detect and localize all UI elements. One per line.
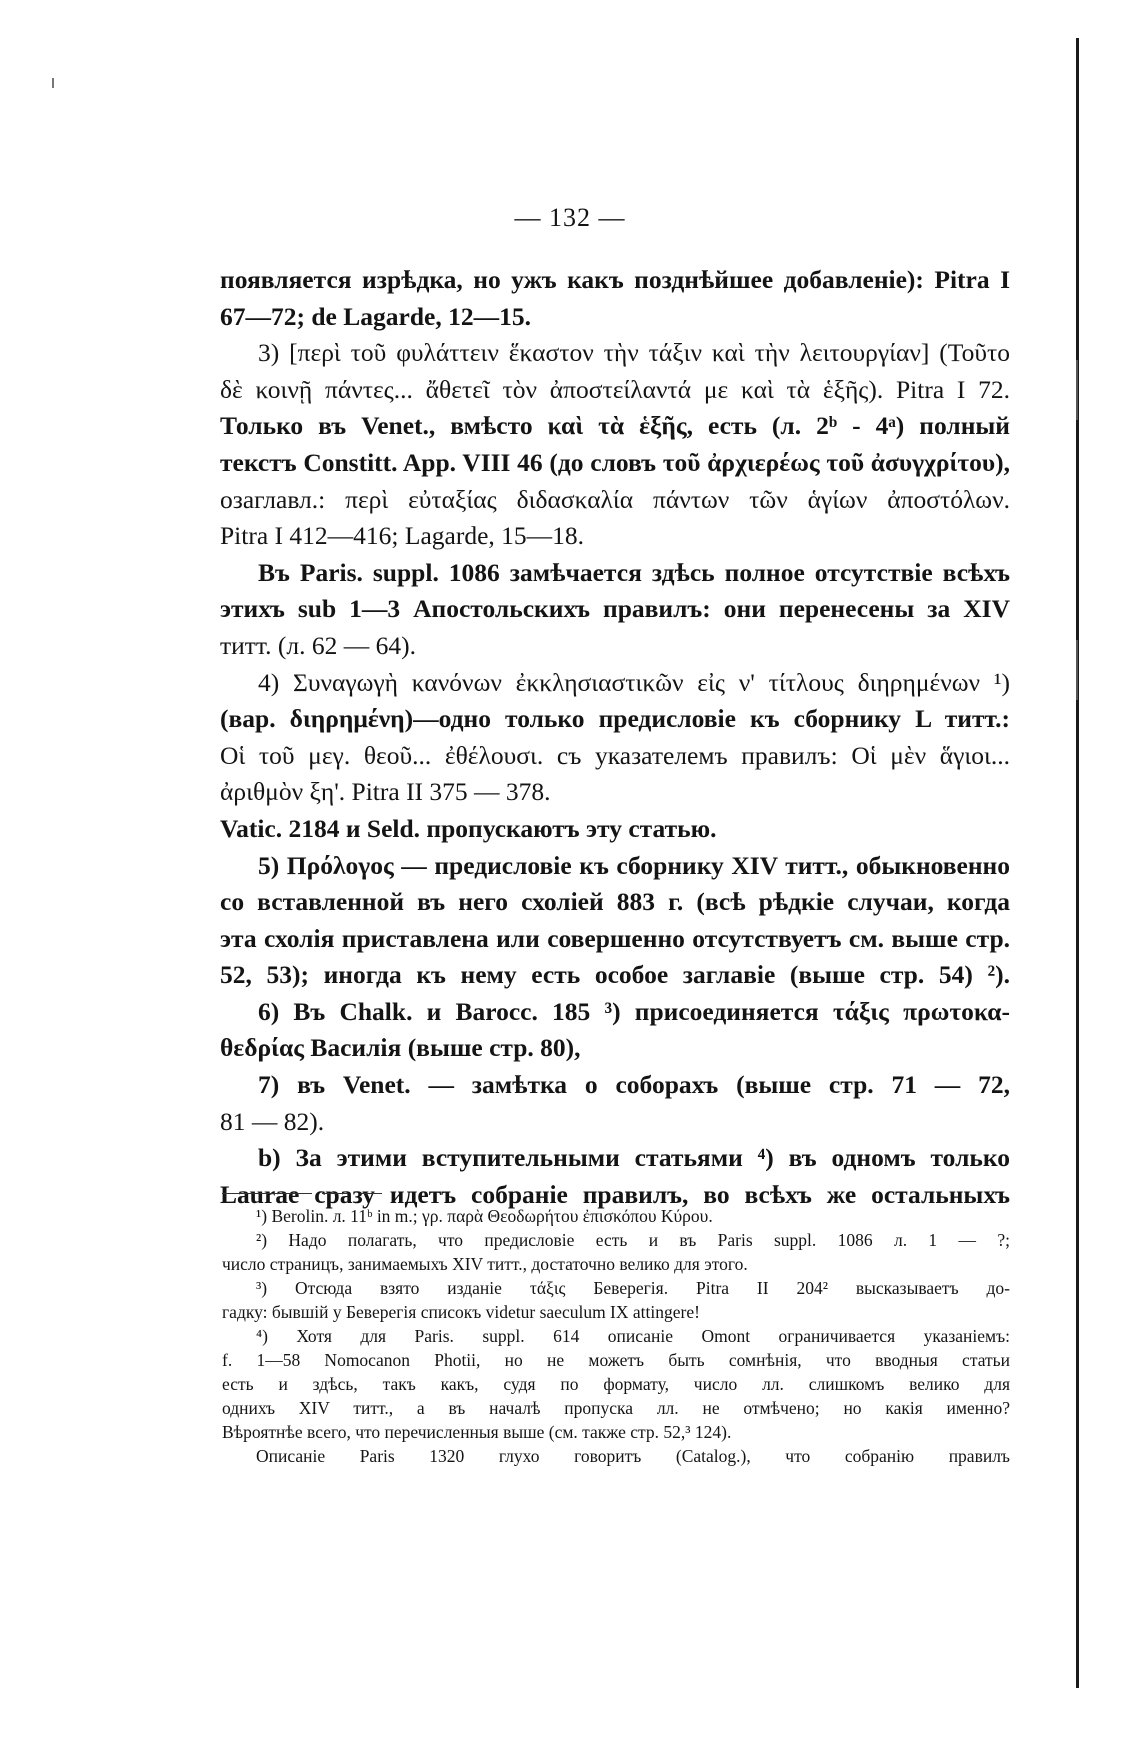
text-line: Vatic. 2184 и Seld. пропускаютъ эту статью. bbox=[220, 813, 717, 843]
text-line: Οἱ τοῦ μεγ. θεοῦ... ἐθέλουσι. съ указателемъ правилъ: Οἱ μὲν ἅγιοι... bbox=[220, 740, 1010, 770]
footnote-line: ⁴) Хотя для Paris. suppl. 614 описаніе Omont ограничивается указаніемъ: bbox=[256, 1326, 1010, 1346]
page-edge-mark bbox=[1076, 360, 1078, 420]
text-line: δὲ κοινῇ πάντες... ἄθετεῖ τὸν ἀποστείλαντά με καὶ τὰ ἑξῆς). Pitra I 72. bbox=[220, 374, 1010, 404]
page-edge-mark bbox=[1076, 640, 1078, 700]
text-line: текстъ Constitt. App. VIII 46 (до словъ τοῦ ἀρχιερέως τοῦ ἀσυγχρίτου), bbox=[220, 447, 1010, 477]
footnote-separator bbox=[222, 1193, 312, 1194]
text-line: θεδρίας Василія (выше стр. 80), bbox=[220, 1033, 581, 1063]
text-line: 67—72; de Lagarde, 12—15. bbox=[220, 301, 531, 331]
text-line: появляется изрѣдка, но ужъ какъ позднѣйшее добавленіе): Pitra I bbox=[220, 265, 1010, 294]
text-line: со вставленной въ него схоліей 883 г. (всѣ рѣдкіе случаи, когда bbox=[220, 887, 1010, 917]
footnotes bbox=[222, 1204, 1010, 1468]
footnote-line: есть и здѣсь, такъ какъ, судя по формату, число лл. слишкомъ велико для bbox=[222, 1374, 1010, 1394]
text-line: (вар. διηρημένη)—одно только предисловіе къ сборнику L титт.: bbox=[220, 704, 1010, 734]
text-line: 7) въ Venet. — замѣтка о соборахъ (выше стр. 71 — 72, bbox=[258, 1070, 1010, 1100]
text-line: Въ Paris. suppl. 1086 замѣчается здѣсь полное отсутствіе всѣхъ bbox=[258, 557, 1010, 587]
body-text bbox=[220, 262, 1010, 1213]
footnote-separator bbox=[322, 1193, 348, 1194]
scan-speck bbox=[52, 78, 54, 88]
text-line: 4) Συναγωγὴ κανόνων ἐκκλησιαστικῶν εἰς ν' τίτλους διηρημένων ¹) bbox=[258, 667, 1010, 697]
page-edge-line bbox=[1076, 38, 1079, 1688]
text-line: b) За этими вступительными статьями ⁴) въ одномъ только bbox=[258, 1143, 1010, 1173]
text-line: 52, 53); иногда къ нему есть особое заглавіе (выше стр. 54) ²). bbox=[220, 960, 1010, 990]
footnote-line: число страницъ, занимаемыхъ XIV титт., достаточно велико для этого. bbox=[222, 1254, 748, 1274]
text-line: 5) Πρόλογος — предисловіе къ сборнику XIV титт., обыкновенно bbox=[258, 850, 1010, 880]
text-line: этихъ sub 1—3 Апостольскихъ правилъ: они перенесены за XIV bbox=[220, 594, 1010, 624]
text-line: Pitra I 412—416; Lagarde, 15—18. bbox=[220, 521, 585, 551]
footnote-line: ²) Надо полагать, что предисловіе есть и въ Paris suppl. 1086 л. 1 — ?; bbox=[256, 1230, 1010, 1250]
text-line: Laurae сразу идетъ собраніе правилъ, во всѣхъ же остальныхъ bbox=[220, 1179, 1010, 1209]
footnote-line: Вѣроятнѣе всего, что перечисленныя выше (см. также стр. 52,³ 124). bbox=[222, 1422, 732, 1442]
text-line: 3) [περὶ τοῦ φυλάττειν ἕκαστον τὴν τάξιν καὶ τὴν λειτουργίαν] (Τοῦτο bbox=[258, 338, 1010, 368]
footnote-line: гадку: бывшій у Беверегія списокъ videtur saeculum IX attingere! bbox=[222, 1302, 700, 1322]
page-number: — 132 — bbox=[514, 203, 626, 232]
text-line: Только въ Venet., вмѣсто καὶ τὰ ἑξῆς, есть (л. 2ᵇ - 4ᵃ) полный bbox=[220, 411, 1010, 441]
footnote-line: f. 1—58 Nomocanon Photii, но не можетъ быть сомнѣнія, что вводныя статьи bbox=[222, 1350, 1010, 1370]
footnote-separator bbox=[360, 1193, 382, 1194]
text-line: 6) Въ Chalk. и Barocc. 185 ³) присоединяется τάξις πρωτοκα- bbox=[258, 996, 1010, 1026]
footnote-line: Описаніе Paris 1320 глухо говоритъ (Catalog.), что собранію правилъ bbox=[256, 1446, 1010, 1466]
footnote-line: ³) Отсюда взято изданіе τάξις Беверегія. Pitra II 204² высказываетъ до- bbox=[256, 1278, 1010, 1298]
footnote-line: ¹) Berolin. л. 11ᵇ in m.; γρ. παρὰ Θεοδωρήτου ἐπισκόπου Κύρου. bbox=[256, 1206, 713, 1226]
text-line: озаглавл.: περὶ εὐταξίας διδασκαλία πάντων τῶν ἁγίων ἀποστόλων. bbox=[220, 484, 1010, 514]
footnote-line: однихъ XIV титт., а въ началѣ пропуска лл. не отмѣчено; но какія именно? bbox=[222, 1398, 1010, 1418]
text-line: 81 — 82). bbox=[220, 1106, 325, 1136]
text-line: эта схолія приставлена или совершенно отсутствуетъ см. выше стр. bbox=[220, 923, 1010, 953]
text-line: титт. (л. 62 — 64). bbox=[220, 630, 416, 660]
text-line: ἀριθμὸν ξη'. Pitra II 375 — 378. bbox=[220, 777, 551, 807]
